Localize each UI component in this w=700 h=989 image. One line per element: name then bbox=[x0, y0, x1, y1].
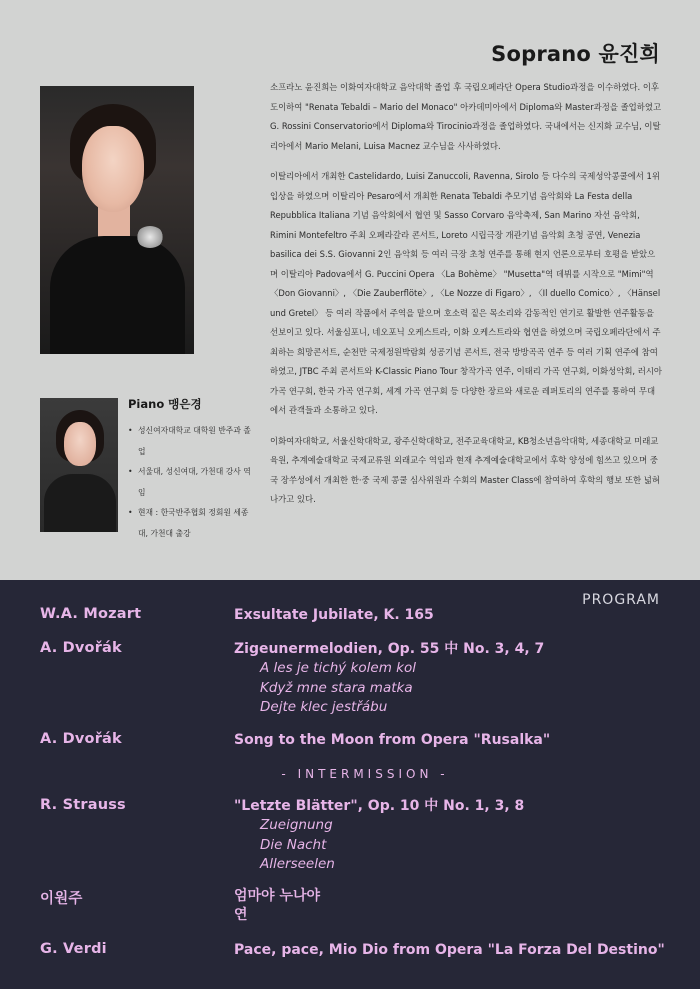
work-block bbox=[234, 640, 674, 718]
soprano-bio bbox=[270, 78, 662, 521]
program-label: PROGRAM bbox=[582, 592, 660, 608]
work-block bbox=[234, 731, 674, 750]
photo-dress bbox=[44, 474, 116, 532]
pianist-career-item: • 성신여자대학교 대학원 반주과 졸업 bbox=[128, 421, 258, 462]
photo-brooch bbox=[136, 226, 164, 248]
composer-name: 이원주 bbox=[40, 891, 83, 907]
composer-name: W.A. Mozart bbox=[40, 606, 142, 622]
pianist-career-item: • 서울대, 성신여대, 가천대 강사 역임 bbox=[128, 462, 258, 503]
pianist-photo bbox=[40, 398, 118, 532]
work-title: Zigeunermelodien, Op. 55 中 No. 3, 4, 7 bbox=[234, 641, 545, 657]
intermission-label: - INTERMISSION - bbox=[281, 767, 449, 781]
work-title: Exsultate Jubilate, K. 165 bbox=[234, 607, 434, 623]
work-block bbox=[234, 887, 674, 925]
pianist-name: Piano 맹은경 bbox=[128, 397, 202, 411]
work-title: Song to the Moon from Opera "Rusalka" bbox=[234, 732, 551, 748]
work-title: "Letzte Blätter", Op. 10 中 No. 1, 3, 8 bbox=[234, 798, 525, 814]
photo-dress bbox=[50, 236, 185, 354]
composer-name: A. Dvořák bbox=[40, 640, 122, 656]
work-title: Pace, pace, Mio Dio from Opera "La Forza Del Destino" bbox=[234, 942, 665, 958]
song-title: Zueignung bbox=[260, 817, 333, 833]
bio-paragraph: 이탈리아에서 개최한 Castelidardo, Luisi Zanuccoli, Ravenna, Sirolo 등 다수의 국제성악콩쿨에서 1위 입상을 하였으며 이탈리아 Pesaro에서 개최한 Renata Tebaldi 추모기념 음악회와 La Festa della Repubblica Italiana 기념 음악회에서 협연 및 Sasso Corvaro 음악축제, San Marino 자선 음악회, Rimini Montefeltro 주최 오페라갈라 콘서트, Loreto 시립극장 개관기념 음악회 초청 공연, Venezia basilica dei S.S. Giovanni 2인 음악회 등 여러 극장 초청 연주를 통해 현지 언론으로부터 호평을 받았으며 이탈리아 Padova에서 G. Puccini Opera 〈La Bohème〉 "Musetta"역 데뷔를 시작으로 "Mimi"역 〈Don Giovanni〉, 〈Die Zauberflöte〉, 〈Le Nozze di Figaro〉, 〈Il duello Comico〉, 〈Hänsel und Gretel〉 등 여러 작품에서 주역을 맡으며 호소력 짙은 목소리와 감동적인 연기로 활발한 연주활동을 선보이고 있다. 서울심포니, 네오포닉 오케스트라, 이화 오케스트라와 협연을 하였으며 국립오페라단에서 주최하는 희망콘서트, 순천만 국제정원박람회 성공기념 콘서트, 전국 방방곡곡 연주 등 여러 기획 연주에 참여하였고, JTBC 주최 콘서트와 K-Classic Piano Tour 창작가곡 연주, 이태리 가곡 연구회, 이화성악회, 러시아 가곡 연구회, 한국 가곡 연구회, 세계 가곡 연구회 등 다양한 장르와 새로운 레퍼토리의 연주를 통하여 무대에서 관객들과 소통하고 있다. bbox=[270, 171, 663, 415]
work-block bbox=[234, 797, 674, 875]
photo-face bbox=[82, 126, 144, 212]
work-title: 엄마야 누나야 bbox=[234, 888, 321, 904]
composer-name: R. Strauss bbox=[40, 797, 126, 813]
song-title: Dejte klec jestřábu bbox=[260, 699, 388, 715]
pianist-career-list bbox=[128, 421, 258, 544]
pianist-career-item: • 현재 : 한국반주협회 정회원 세종대, 가천대 출강 bbox=[128, 503, 258, 544]
composer-name: G. Verdi bbox=[40, 941, 107, 957]
composer-name: A. Dvořák bbox=[40, 731, 122, 747]
work-block bbox=[234, 606, 674, 625]
song-title: Die Nacht bbox=[260, 836, 327, 853]
song-title: A les je tichý kolem kol bbox=[260, 660, 416, 676]
song-title: Když mne stara matka bbox=[260, 679, 413, 696]
bio-paragraph: 소프라노 윤진희는 이화여자대학교 음악대학 졸업 후 국립오페라단 Opera Studio과정을 이수하였다. 이후 도이하여 "Renata Tebaldi – Mario del Monaco" 아카데미아에서 Diploma와 Master과정을 졸업하였고 G. Rossini Conservatorio에서 Diploma와 Tirocinio과정을 졸업하였다. 국내에서는 신지화 교수님, 이탈리아에서 Mario Melani, Luisa Macnez 교수님을 사사하였다. bbox=[270, 82, 662, 151]
work-block bbox=[234, 941, 674, 960]
work-title: 연 bbox=[234, 907, 248, 923]
page-title: Soprano 윤진희 bbox=[491, 42, 660, 66]
song-title: Allerseelen bbox=[260, 856, 335, 872]
bio-paragraph: 이화여자대학교, 서울신학대학교, 광주신학대학교, 전주교육대학교, KB청소년음악대학, 세종대학교 미래교육원, 추계예술대학교 국제교류원 외래교수 역임과 현재 추계예술대학교에서 후학 양성에 힘쓰고 있으며 중국 장쑤성에서 개최한 한·중 국제 콩쿨 심사위원과 수회의 Master Class에 참여하여 후학의 행보 또한 넓혀나가고 있다. bbox=[270, 435, 660, 504]
program-section bbox=[0, 580, 700, 989]
soprano-photo bbox=[40, 86, 194, 354]
photo-face bbox=[64, 422, 96, 466]
